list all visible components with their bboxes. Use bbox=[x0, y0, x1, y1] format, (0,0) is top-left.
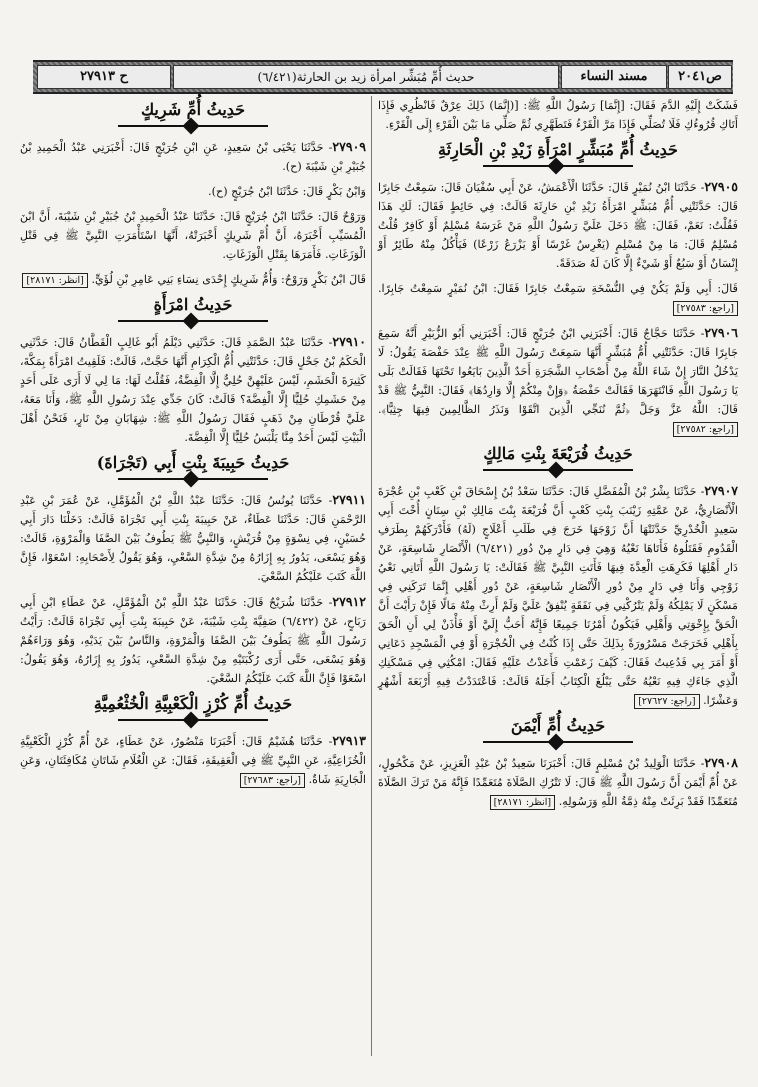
title-ornament bbox=[483, 737, 633, 747]
section-title-umm-kurz: حَدِيثُ أُمِّ كُرْزٍ الْكَعْبِيَّةِ الْخُثْعُمِيَّةِ bbox=[93, 694, 293, 713]
hadith-number: ٢٧٩٠٩ bbox=[332, 139, 366, 154]
running-hadith-title: حديث أُمِّ مُبَشِّر امرأة زيد بن الحارثة(٦/٤٢١) bbox=[173, 65, 559, 89]
hadith-27913 bbox=[20, 731, 366, 789]
title-ornament bbox=[118, 474, 268, 484]
hadith-number: ٢٧٩٠٦ bbox=[704, 325, 738, 340]
title-ornament bbox=[118, 715, 268, 725]
hadith-27908 bbox=[378, 753, 738, 811]
hadith-27909-chain-c: وَرَوْحٌ قَالَ: حَدَّثَنَا ابْنُ جُرَيْجٍ قَالَ: حَدَّثَنَا عَبْدُ الْحَمِيدِ بْنُ جُبَيْرِ بْنِ شَيْبَةَ، أَنَّ ابْنَ الْمُسَيِّبِ أَخْبَرَهُ، أَنَّ أُمَّ شَرِيكٍ أَخْبَرَتْهُ، أَنَّهَا اسْتَأْمَرَتِ النَّبِيَّ ﷺ فِي قَتْلِ الْوَزَغَاتِ. فَأَمَرَهَا بِقَتْلِ الْوَزَغَاتِ. bbox=[20, 210, 366, 261]
section-title-habibah: حَدِيثُ حَبِيبَةَ بِنْتِ أَبِي (تَجْرَاةَ) bbox=[96, 453, 290, 472]
hadith-text: - حَدَّثَنَا يُونُسُ قَالَ: حَدَّثَنَا عَبْدُ اللَّهِ بْنُ الْمُؤَمَّلِ، عَنْ عُمَرَ بْنِ عَبْدِ الرَّحْمَنِ قَالَ: حَدَّثَنَا عَطَاءٌ، عَنْ حَبِيبَةَ بِنْتِ أَبِي تَجْرَاةَ قَالَتْ: دَخَلْنَا دَارَ أَبِي حُسَيْنٍ، فِي نِسْوَةٍ مِنْ قُرَيْشٍ، وَالنَّبِيُّ ﷺ يَطُوفُ بَيْنَ الصَّفَا وَالْمَرْوَةِ، قَالَتْ: وَهُوَ يَسْعَى، يَدُورُ بِهِ إِزَارُهُ مِنْ شِدَّةِ السَّعْيِ، وَهُوَ يَقُولُ لِأَصْحَابِهِ: اسْعَوْا، فَإِنَّ اللَّهَ كَتَبَ عَلَيْكُمُ السَّعْيَ. bbox=[20, 494, 366, 583]
hadith-number: ٢٧٩١١ bbox=[332, 492, 366, 507]
hadith-27912 bbox=[20, 592, 366, 688]
section-title-umm-mubashshir: حَدِيثُ أُمِّ مُبَشِّرٍ امْرَأَةِ زَيْدِ بْنِ الْحَارِثَةِ bbox=[438, 140, 678, 159]
hadith-text: قَالَ ابْنُ بَكْرٍ وَرَوْحٌ: وَأُمُّ شَرِيكٍ إِحْدَى نِسَاءِ بَنِي عَامِرِ بْنِ لُؤَيٍّ. bbox=[91, 273, 366, 286]
reference-tag: [راجع: ٢٧٥٨٢] bbox=[673, 422, 738, 437]
hadith-text: - حَدَّثَنَا عَبْدُ الصَّمَدِ قَالَ: حَدَّثَنِي دَيْلَمُ أَبُو غَالِبٍ الْقَطَّانُ قَالَ: حَدَّثَنِي الْحَكَمُ بْنُ جَحْلٍ قَالَ: حَدَّثَتْنِي أُمُّ الْكِرَامِ أَنَّهَا حَجَّتْ، قَالَتْ: فَلَقِيتُ امْرَأَةً بِمَكَّةَ، كَثِيرَةَ الْحَشَمِ، لَيْسَ عَلَيْهِنَّ حُلِيٌّ إِلَّا الْفِضَّةُ، فَقُلْتُ لَهَا: مَا لِي لَا أَرَى عَلَى أَحَدٍ مِنْ حَشَمِكِ حُلِيًّا إِلَّا الْفِضَّةَ؟ قَالَتْ: كَانَ جَدِّي عِنْدَ رَسُولِ اللَّهِ ﷺ، وَأَنَا مَعَهُ، عَلَيَّ قُرْطَانِ مِنْ ذَهَبٍ فَقَالَ رَسُولُ اللَّهِ ﷺ: شِهَابَانِ مِنْ نَارٍ، فَنَحْنُ أَهْلَ الْبَيْتِ لَيْسَ أَحَدٌ مِنَّا يَلْبَسُ حُلِيًّا إِلَّا الْفِضَّةَ. bbox=[20, 336, 366, 444]
hadith-text: - حَدَّثَنَا هُشَيْمٌ قَالَ: أَخْبَرَنَا مَنْصُورٌ، عَنْ عَطَاءٍ، عَنْ أُمِّ كُرْزٍ الْكَعْبِيَّةِ الْخُزَاعِيَّةِ، عَنِ النَّبِيِّ ﷺ فِي الْعَقِيقَةِ، فَقَالَ: عَنِ الْغُلَامِ شَاتَانِ مُكَافِئَتَانِ، وَعَنِ الْجَارِيَةِ شَاةٌ. bbox=[20, 735, 366, 786]
hadith-number: ٢٧٩٠٥ bbox=[704, 179, 738, 194]
hadith-27905 bbox=[378, 177, 738, 273]
hadith-text: - حَدَّثَنَا بِشْرُ بْنُ الْمُفَضَّلِ قَالَ: حَدَّثَنَا سَعْدُ بْنُ إِسْحَاقَ بْنِ كَعْبِ بْنِ عُجْرَةَ الْأَنْصَارِيُّ، عَنْ عَمَّتِهِ زَيْنَبَ بِنْتِ كَعْبٍ أَنَّ فُرَيْعَةَ بِنْتَ مَالِكِ بْنِ سِنَانٍ أُخْتَ أَبِي سَعِيدٍ الْخُدْرِيِّ حَدَّثَتْهَا أَنَّ زَوْجَهَا خَرَجَ فِي طَلَبِ أَعْلَاجٍ (لَهُ) فَأَدْرَكَهُمْ بِطَرَفِ الْقَدُومِ فَقَتَلُوهُ فَأَتَاهَا نَعْيُهُ وَهِيَ فِي دَارٍ مِنْ دُورِ (٦/٤٢١) الْأَنْصَارِ شَاسِعَةٍ، عَنْ دَارِ أَهْلِهَا فَكَرِهَتِ الْعِدَّةَ فِيهَا فَأَتَتِ النَّبِيَّ ﷺ فَقَالَتْ: يَا رَسُولَ اللَّهِ أَتَانِي نَعْيُ زَوْجِي وَأَنَا فِي دَارٍ مِنْ دُورِ الْأَنْصَارِ شَاسِعَةٍ، عَنْ دُورِ أَهْلِي إِنَّمَا تَرَكَنِي فِي مَسْكَنٍ لَا يَمْلِكُهُ وَلَمْ يَتْرُكْنِي فِي نَفَقَةٍ يُنْفِقُ عَلَيَّ وَلَمْ أَرِثْ مِنْهُ مَالًا فَإِنْ رَأَيْتَ أَنَّ الْحَقَّ بِإِخْوَتِي وَأَهْلِي فَيَكُونُ أَمْرُنَا جَمِيعًا فَإِنَّهُ أَحَبُّ إِلَيَّ أَوْ فَأْذَنْ لِي أَنِ الْحَقَ بِأَهْلِي فَخَرَجَتْ مَسْرُورَةً بِذَلِكَ حَتَّى إِذَا كُنْتُ فِي الْحُجْرَةِ أَوْ فِي الْمَسْجِدِ دَعَانِي أَوْ أَمَرَ بِي فَدُعِيتُ فَقَالَ: كَيْفَ زَعَمْتِ فَأَعَدْتُ عَلَيْهِ فَقَالَ: امْكُثِي فِي مَسْكَنِكِ الَّذِي جَاءَكِ فِيهِ نَعْيُهُ حَتَّى يَبْلُغَ الْكِتَابُ أَجَلَهُ قَالَتْ: فَاعْتَدَدْتُ فِيهِ أَرْبَعَةَ أَشْهُرٍ وَعَشْرًا. bbox=[378, 485, 738, 707]
hadith-27909-chain-b: وَابْنُ بَكْرٍ قَالَ: حَدَّثَنَا ابْنُ جُرَيْجٍ (ح). bbox=[208, 185, 366, 198]
hadith-number: ٢٧٩١٢ bbox=[332, 594, 366, 609]
hadith-number: ٢٧٩١٣ bbox=[332, 733, 366, 748]
title-ornament bbox=[118, 316, 268, 326]
hadith-27907 bbox=[378, 481, 738, 710]
reference-tag: [انظر: ٢٨١٧١] bbox=[22, 273, 87, 288]
hadith-27910 bbox=[20, 332, 366, 447]
left-column bbox=[20, 96, 366, 795]
hadith-27906 bbox=[378, 323, 738, 438]
hadith-text: - حَدَّثَنَا ابْنُ نُمَيْرٍ قَالَ: حَدَّثَنَا الْأَعْمَشُ، عَنْ أَبِي سُفْيَانَ قَالَ: سَمِعْتُ جَابِرًا قَالَ: حَدَّثَتْنِي أُمُّ مُبَشِّرٍ امْرَأَةُ زَيْدِ بْنِ حَارِثَةَ قَالَتْ: فِي حَائِطٍ فَقَالَ: لَكِ هَذَا فَقُلْتُ: نَعَمْ، فَقَالَ: ﷺ دَخَلَ عَلَيَّ رَسُولُ اللَّهِ مَنْ غَرَسَهُ مُسْلِمٌ أَوْ كَافِرٌ قُلْتُ مُسْلِمٌ قَالَ: مَا مِنْ مُسْلِمٍ (يَغْرِسُ غَرْسًا أَوْ يَزْرَعُ زَرْعًا) فَيَأْكُلُ مِنْهُ طَائِرٌ أَوْ إِنْسَانٌ أَوْ سَبُعٌ أَوْ شَيْءٌ إِلَّا كَانَ لَهُ صَدَقَةً. bbox=[378, 181, 738, 270]
hadith-text: قَالَ: أَبِي وَلَمْ يَكُنْ فِي النُّسْخَةِ سَمِعْتُ جَابِرًا فَقَالَ: ابْنُ نُمَيْرٍ سَمِعْتُ جَابِرًا. bbox=[378, 282, 738, 295]
reference-tag: [راجع: ٢٧٦٨٣] bbox=[240, 773, 305, 788]
column-divider bbox=[371, 96, 372, 1056]
hadith-number: ٢٧٩٠٧ bbox=[704, 483, 738, 498]
hadith-27909 bbox=[20, 137, 366, 176]
reference-tag: [راجع: ٢٧٥٨٣] bbox=[673, 301, 738, 316]
section-title-umm-ayman: حَدِيثُ أُمِّ أَيْمَنَ bbox=[510, 716, 606, 735]
section-title-furayah: حَدِيثُ فُرَيْعَةَ بِنْتِ مَالِكٍ bbox=[483, 444, 633, 463]
hadith-text: - حَدَّثَنَا شُرَيْحٌ قَالَ: حَدَّثَنَا عَبْدُ اللَّهِ بْنُ الْمُؤَمَّلِ، عَنْ عَطَاءِ ابْنِ أَبِي رَبَاحٍ، عَنْ (٦/٤٢٢) صَفِيَّةَ بِنْتِ شَيْبَةَ، عَنْ حَبِيبَةَ بِنْتِ أَبِي تَجْرَاةَ قَالَتْ: رَأَيْتُ رَسُولَ اللَّهِ ﷺ يَطُوفُ بَيْنَ الصَّفَا وَالْمَرْوَةِ، وَالنَّاسُ بَيْنَ يَدَيْهِ، وَهُوَ وَرَاءَهُمْ وَهُوَ يَسْعَى، حَتَّى أَرَى رُكْبَتَيْهِ مِنْ شِدَّةِ السَّعْيِ، يَدُورُ بِهِ إِزَارُهُ، وَهُوَ يَقُولُ: اسْعَوْا فَإِنَّ اللَّهَ كَتَبَ عَلَيْكُمُ السَّعْيَ. bbox=[20, 596, 366, 685]
hadith-range: ح ٢٧٩١٣ bbox=[37, 65, 171, 89]
section-title-imraah: حَدِيثُ امْرَأَةٍ bbox=[153, 295, 233, 314]
paragraph-intro: فَشَكَتْ إِلَيْهِ الدَّمَ فَقَالَ: [إِنَّمَا] رَسُولُ اللَّهِ ﷺ: [(إِنَّمَا) ذَلِكَ عِرْقٌ فَانْظُرِي فَإِذَا أَتَاكِ قُرُوءُكِ فَلَا تُصَلِّي فَإِذَا مَرَّ الْقَرْءُ فَتَطَهَّرِي ثُمَّ صَلِّي مَا بَيْنَ الْقَرْءِ إِلَى الْقَرْءِ. bbox=[378, 99, 738, 131]
page-number: ص٢٠٤١ bbox=[668, 65, 732, 89]
hadith-27909-note bbox=[20, 270, 366, 289]
hadith-number: ٢٧٩٠٨ bbox=[704, 755, 738, 770]
right-column bbox=[378, 96, 738, 817]
reference-tag: [انظر: ٢٨١٧١] bbox=[490, 795, 555, 810]
hadith-27905-note bbox=[378, 279, 738, 317]
page-header bbox=[33, 60, 733, 94]
title-ornament bbox=[118, 121, 268, 131]
hadith-27911 bbox=[20, 490, 366, 586]
section-title-umm-sharik: حَدِيثُ أُمِّ شَرِيكٍ bbox=[140, 100, 246, 119]
book-title: مسند النساء bbox=[561, 65, 667, 89]
hadith-text: - حَدَّثَنَا حَجَّاجٌ قَالَ: أَخْبَرَنِي ابْنُ جُرَيْجٍ قَالَ: أَخْبَرَنِي أَبُو الزُّبَيْرِ أَنَّهُ سَمِعَ جَابِرًا قَالَ: حَدَّثَتْنِي أُمُّ مُبَشِّرٍ أَنَّهَا سَمِعَتْ رَسُولَ اللَّهِ ﷺ عِنْدَ حَفْصَةَ يَقُولُ: لَا يَدْخُلُ النَّارَ إِنْ شَاءَ اللَّهُ مِنْ أَصْحَابِ الشَّجَرَةِ أَحَدٌ الَّذِينَ بَايَعُوا تَحْتَهَا فَقَالَتْ بَلَى يَا رَسُولَ اللَّهِ فَانْتَهَرَهَا فَقَالَتْ حَفْصَةُ ﴿وَإِنْ مِنْكُمْ إِلَّا وَارِدُهَا﴾ فَقَالَ: النَّبِيُّ ﷺ قَدْ قَالَ: اللَّهُ عَزَّ وَجَلَّ ﴿ثُمَّ نُنَجِّي الَّذِينَ اتَّقَوْا وَنَذَرُ الظَّالِمِينَ فِيهَا جِثِيًّا﴾. bbox=[378, 327, 738, 416]
hadith-text: - حَدَّثَنَا الْوَلِيدُ بْنُ مُسْلِمٍ قَالَ: أَخْبَرَنَا سَعِيدُ بْنُ عَبْدِ الْعَزِيزِ، عَنْ مَكْحُولٍ، عَنْ أُمِّ أَيْمَنَ أَنَّ رَسُولَ اللَّهِ ﷺ قَالَ: لَا تَتْرُكِ الصَّلَاةَ مُتَعَمِّدًا فَإِنَّهُ مَنْ تَرَكَ الصَّلَاةَ مُتَعَمِّدًا فَقَدْ بَرِئَتْ مِنْهُ ذِمَّةُ اللَّهِ وَرَسُولِهِ. bbox=[378, 757, 738, 808]
hadith-text: - حَدَّثَنَا يَحْيَى بْنُ سَعِيدٍ، عَنِ ابْنِ جُرَيْجٍ قَالَ: أَخْبَرَنِي عَبْدُ الْحَمِيدِ بْنُ جُبَيْرِ بْنِ شَيْبَةَ (ح). bbox=[20, 141, 366, 173]
title-ornament bbox=[483, 465, 633, 475]
title-ornament bbox=[483, 161, 633, 171]
hadith-number: ٢٧٩١٠ bbox=[332, 334, 366, 349]
reference-tag: [راجع: ٢٧٦٢٧] bbox=[634, 694, 699, 709]
